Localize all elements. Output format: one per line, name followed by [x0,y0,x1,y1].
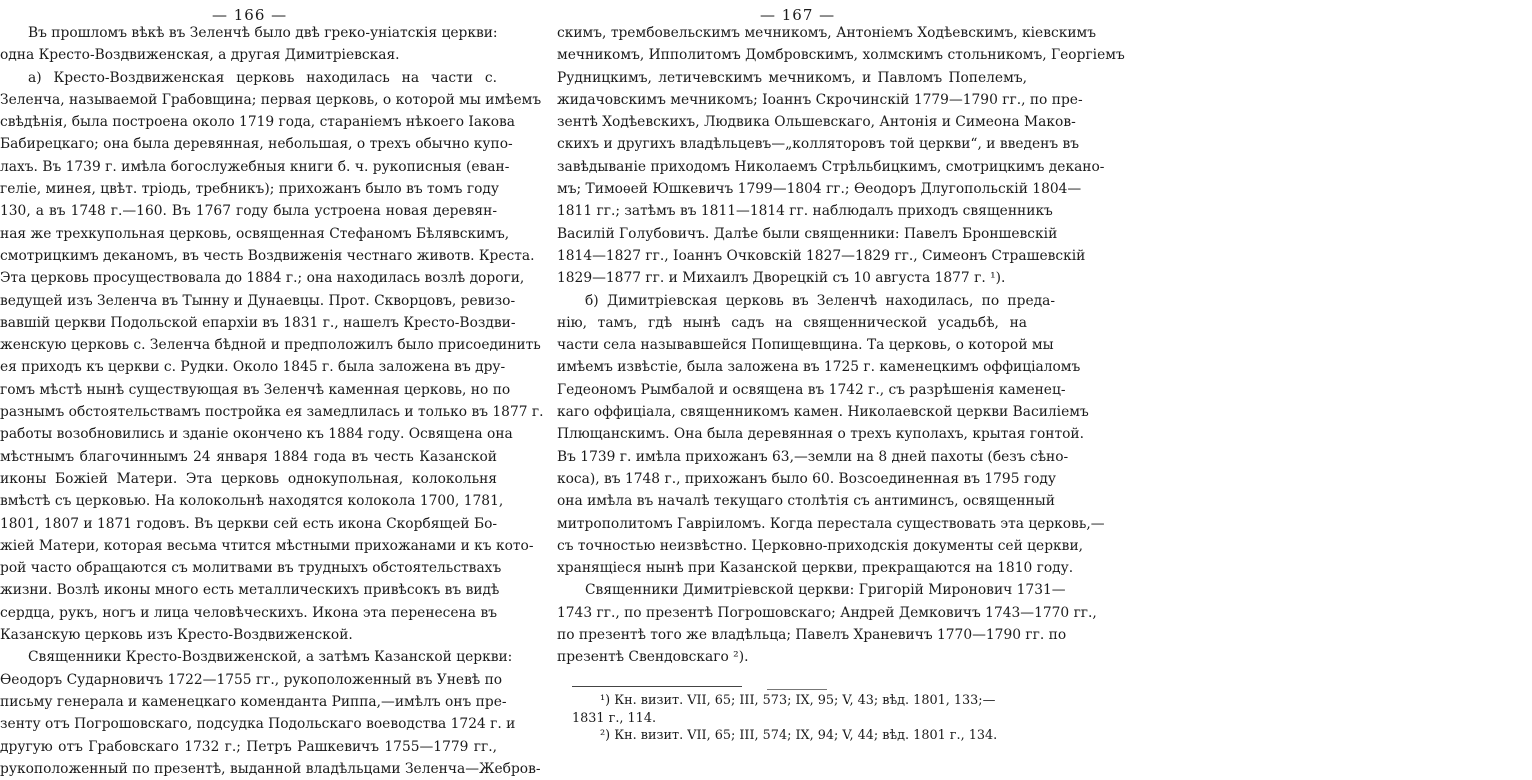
left-text-line: геліе, минея, цвѣт. тріодь, требникъ); прихожанъ было въ томъ году [0,181,499,198]
right-text-line: Рудницкимъ, летичевскимъ мечникомъ, и Павломъ Попелемъ, [557,69,1027,86]
left-text-line: Въ прошломъ вѣкѣ въ Зеленчѣ было двѣ греко-уніатскія церкви: [28,25,498,41]
right-text-line: 1743 гг., по презентѣ Погрошовскаго; Андрей Демковичъ 1743—1770 гг., [557,604,1097,621]
left-text-line: жизни. Возлѣ иконы много есть металлическихъ привѣсокъ въ видѣ [0,582,500,599]
left-text-line: вмѣстѣ съ церковью. На колокольнѣ находятся колокола 1700, 1781, [0,493,504,510]
right-text-line: 1829—1877 гг. и Михаилъ Дворецкій съ 10 августа 1877 г. ¹). [557,270,1006,287]
footnote-1: ¹) Кн. визит. VII, 65; III, 573; IX, 95; V, 43; вѣд. 1801, 133;— [600,693,996,708]
left-page [0,0,544,777]
right-text-line: 1814—1827 гг., Іоаннъ Очковскій 1827—1829 гг., Симеонъ Страшевскій [557,247,1086,264]
right-text-line: коса), въ 1748 г., прихожанъ было 60. Возсоединенная въ 1795 году [557,470,1057,487]
right-text-line: части села называвшейся Попищевщина. Та церковь, о которой мы [557,337,1054,354]
right-text-line: скихъ и другихъ владѣльцевъ—„колляторовъ той церкви“, и введенъ въ [557,136,1080,153]
left-text-line: Эта церковь просуществовала до 1884 г.; она находилась возлѣ дороги, [0,270,525,287]
left-text-line: письму генерала и каменецкаго коменданта Риппа,—имѣлъ онъ пре- [0,693,507,710]
left-text-line: иконы Божіей Матери. Эта церковь однокупольная, колокольня [0,470,497,487]
footnote-1-continuation: 1831 г., 114. [572,711,657,726]
right-page [512,0,1125,745]
right-text-line: по презентѣ того же владѣльца; Павелъ Храневичъ 1770—1790 гг. по [557,627,1067,644]
left-text-line: разнымъ обстоятельствамъ постройка ея замедлилась и только въ 1877 г. [0,404,544,421]
left-text-line: свѣдѣнія, была построена около 1719 года, стараніемъ нѣкоего Іакова [0,114,516,131]
right-page-body [557,22,1532,669]
left-text-line: смотрицкимъ деканомъ, въ честь Воздвиженія честнаго животв. Креста. [0,247,535,264]
left-text-line: Зеленча, называемой Грабовщина; первая церковь, о которой мы имѣемъ [0,91,542,108]
right-text-line: мъ; Тимоѳей Юшкевичъ 1799—1804 гг.; Ѳеодоръ Длугопольскій 1804— [557,181,1082,198]
left-text-line: Бабирецкаго; она была деревянная, небольшая, о трехъ обычно купо- [0,136,513,153]
left-text-line: Ѳеодоръ Сударновичъ 1722—1755 гг., рукоположенный въ Уневѣ по [0,671,503,688]
right-text-line: нію, тамъ, гдѣ нынѣ садъ на священнической усадьбѣ, на [557,314,1027,331]
left-text-line: гомъ мѣстѣ нынѣ существующая въ Зеленчѣ каменная церковь, но по [0,381,511,398]
right-text-line: митрополитомъ Гавріиломъ. Когда перестала существовать эта церковь,— [557,515,1105,532]
section-divider [767,689,827,690]
page-number-right: — 167 — [760,6,836,24]
left-text-line: одна Кресто-Воздвиженская, а другая Димитріевская. [0,47,400,64]
left-text-line: ная же трехкупольная церковь, освященная Стефаномъ Бѣлявскимъ, [0,225,510,242]
right-text-line: Священники Димитріевской церкви: Григорій Миронович 1731— [585,582,1066,599]
right-text-line: она имѣла въ началѣ текущаго столѣтія съ антиминсъ, освященный [557,493,1055,510]
left-text-line: Священники Кресто-Воздвиженской, а затѣмъ Казанской церкви: [28,649,513,666]
page-number-left: — 166 — [212,6,288,24]
right-text-line: хранящіеся нынѣ при Казанской церкви, прекращаются на 1810 году. [557,560,1074,577]
right-text-line: зентѣ Ходѣевскихъ, Людвика Ольшевскаго, Антонія и Симеона Маков- [557,114,1076,131]
footnote-rule [572,686,742,687]
right-text-line: 1811 гг.; затѣмъ въ 1811—1814 гг. наблюдалъ приходъ священникъ [557,203,1053,220]
right-text-line: Гедеономъ Рымбалой и освящена въ 1742 г., съ разрѣшенія каменец- [557,381,1066,398]
left-text-line: жіей Матери, которая весьма чтится мѣстными прихожанами и къ кото- [0,537,534,554]
right-text-line: Плющанскимъ. Она была деревянная о трехъ куполахъ, крытая гонтой. [557,426,1084,443]
right-text-line: презентѣ Свендовскаго ²). [557,649,749,666]
right-text-line: скимъ, трембовельскимъ мечникомъ, Антоніемъ Ходѣевскимъ, кіевскимъ [557,25,1097,41]
left-text-line: лахъ. Въ 1739 г. имѣла богослужебныя книги б. ч. рукописныя (еван- [0,158,510,175]
left-page-body [0,22,544,780]
left-text-line: работы возобновились и зданіе окончено къ 1884 году. Освящена она [0,426,513,443]
right-text-line: Василій Голубовичъ. Далѣе были священники: Павелъ Броншевскій [557,225,1058,242]
left-text-line: другую отъ Грабовскаго 1732 г.; Петръ Рашкевичъ 1755—1779 гг., [0,738,497,755]
left-text-line: мѣстнымъ благочиннымъ 24 января 1884 года въ честь Казанской [0,448,497,465]
right-text-line: жидачовскимъ мечникомъ; Іоаннъ Скрочинскій 1779—1790 гг., по пре- [557,91,1083,108]
left-text-line: рукоположенный по презентѣ, выданной владѣльцами Зеленча—Жебров- [0,760,541,777]
left-text-line: сердца, рукъ, ногъ и лица человѣческихъ. Икона эта перенесена въ [0,604,497,621]
left-text-line: 1801, 1807 и 1871 годовъ. Въ церкви сей есть икона Скорбящей Бо- [0,515,498,532]
right-text-line: завѣдываніе приходомъ Николаемъ Стрѣльбицкимъ, смотрицкимъ декано- [557,158,1105,175]
left-text-line: женскую церковь с. Зеленча бѣдной и предположилъ было присоединить [0,337,541,354]
left-text-line: зенту отъ Погрошовскаго, подсудка Подольскаго воеводства 1724 г. и [0,716,516,733]
left-text-line: рой часто обращаются съ молитвами въ трудныхъ обстоятельствахъ [0,560,502,577]
left-text-line: вавшій церкви Подольской епархіи въ 1831 г., нашелъ Кресто-Воздви- [0,314,516,331]
left-text-line: Казанскую церковь изъ Кресто-Воздвиженской. [0,627,353,644]
footnote-2: ²) Кн. визит. VII, 65; III, 574; IX, 94; V, 44; вѣд. 1801 г., 134. [600,728,998,743]
left-text-line: ея приходъ къ церкви с. Рудки. Около 1845 г. была заложена въ дру- [0,359,506,376]
left-text-line: а) Кресто-Воздвиженская церковь находилась на части с. [28,69,497,86]
right-text-line: Въ 1739 г. имѣла прихожанъ 63,—земли на 8 дней пахоты (безъ сѣно- [557,448,1069,465]
right-text-line: имѣемъ извѣстіе, была заложена въ 1725 г. каменецкимъ оффиціаломъ [557,359,1081,376]
right-text-line: съ точностью неизвѣстно. Церковно-приходскія документы сей церкви, [557,537,1084,554]
right-text-line: б) Димитріевская церковь въ Зеленчѣ находилась, по преда- [585,292,1055,309]
left-text-line: 130, а въ 1748 г.—160. Въ 1767 году была устроена новая деревян- [0,203,497,220]
right-text-line: мечникомъ, Ипполитомъ Домбровскимъ, холмскимъ стольникомъ, Георгіемъ [557,47,1125,64]
left-text-line: ведущей изъ Зеленча въ Тынну и Дунаевцы. Прот. Скворцовъ, ревизо- [0,292,516,309]
right-text-line: каго оффиціала, священникомъ камен. Николаевской церкви Василіемъ [557,404,1089,421]
